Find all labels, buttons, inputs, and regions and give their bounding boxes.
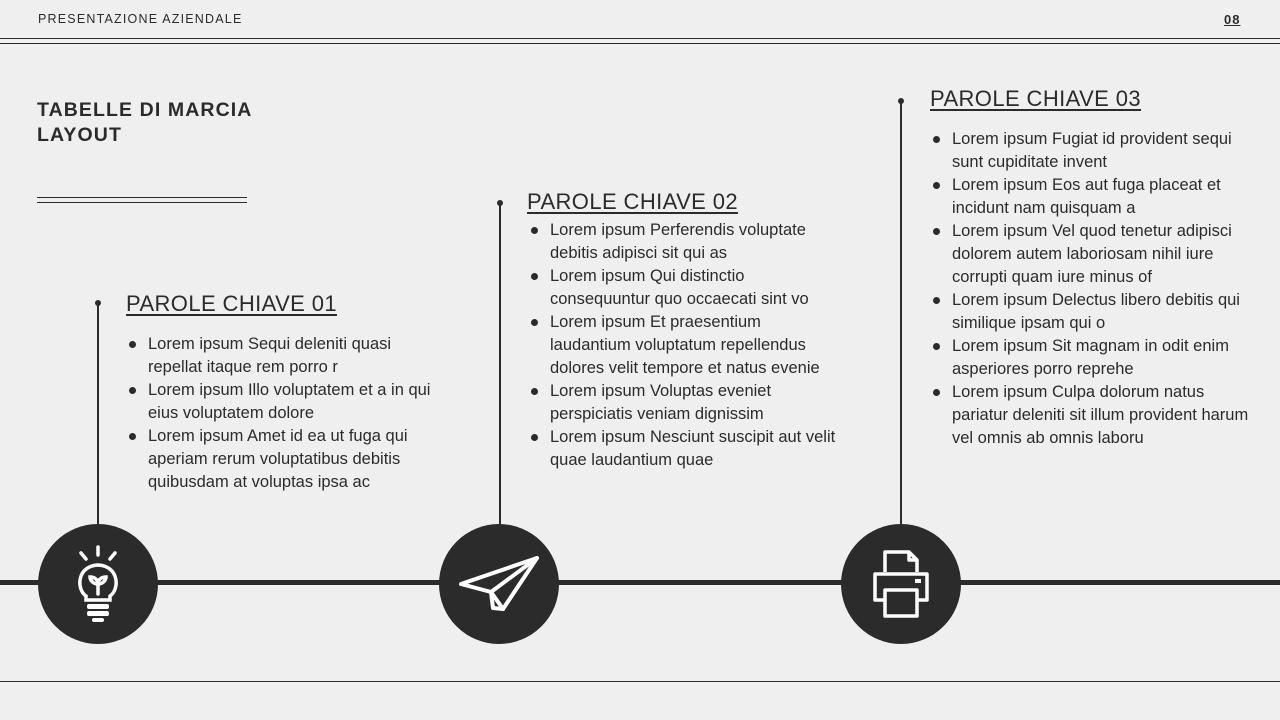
presentation-label: PRESENTAZIONE AZIENDALE [38,12,243,26]
list-item: Lorem ipsum Delectus libero debitis qui similique ipsam qui o [930,289,1250,335]
list-item: Lorem ipsum Voluptas eveniet perspiciatis veniam dignissim [528,380,840,426]
list-item: Lorem ipsum Fugiat id provident sequi sunt cupiditate invent [930,128,1250,174]
list-item: Lorem ipsum Sit magnam in odit enim asperiores porro reprehe [930,335,1250,381]
keyword-heading-2: PAROLE CHIAVE 02 [527,189,738,214]
list-item: Lorem ipsum Nesciunt suscipit aut velit quae laudantium quae [528,426,840,472]
keyword-heading-1: PAROLE CHIAVE 01 [126,291,337,316]
printer-icon [869,548,933,620]
list-item: Lorem ipsum Vel quod tenetur adipisci dolorem autem laboriosam nihil iure corrupti quam iure minus of [930,220,1250,289]
header-rule-top [0,38,1280,39]
header-rule-bottom [0,43,1280,44]
footer-rule [0,681,1280,682]
paper-plane-circle [439,524,559,644]
list-item: Lorem ipsum Amet id ea ut fuga qui aperiam rerum voluptatibus debitis quibusdam at voluptas ipsa ac [126,425,446,494]
timeline-bar [0,580,1280,585]
connector-line-3 [900,102,902,526]
list-item: Lorem ipsum Culpa dolorum natus pariatur deleniti sit illum provident harum vel omnis ab omnis laboru [930,381,1250,450]
connector-dot-3 [898,98,904,104]
list-item: Lorem ipsum Illo voluptatem et a in qui eius voluptatem dolore [126,379,446,425]
lightbulb-icon [67,544,129,624]
list-item: Lorem ipsum Sequi deleniti quasi repellat itaque rem porro r [126,333,446,379]
title-rule-top [37,197,247,198]
connector-dot-1 [95,300,101,306]
connector-line-2 [499,204,501,526]
paper-plane-icon [457,554,541,614]
keyword-list-3 [930,128,1250,450]
connector-line-1 [97,304,99,526]
lightbulb-circle [38,524,158,644]
list-item: Lorem ipsum Eos aut fuga placeat et incidunt nam quisquam a [930,174,1250,220]
connector-dot-2 [497,200,503,206]
title-rule-bottom [37,202,247,203]
list-item: Lorem ipsum Perferendis voluptate debitis adipisci sit qui as [528,219,840,265]
keyword-list-2 [528,219,840,472]
page-number: 08 [1224,12,1241,27]
printer-circle [841,524,961,644]
list-item: Lorem ipsum Qui distinctio consequuntur quo occaecati sint vo [528,265,840,311]
list-item: Lorem ipsum Et praesentium laudantium voluptatum repellendus dolores velit tempore et natus evenie [528,311,840,380]
keyword-heading-3: PAROLE CHIAVE 03 [930,86,1141,111]
slide-title: TABELLE DI MARCIA LAYOUT [37,99,252,146]
keyword-list-1 [126,333,446,494]
